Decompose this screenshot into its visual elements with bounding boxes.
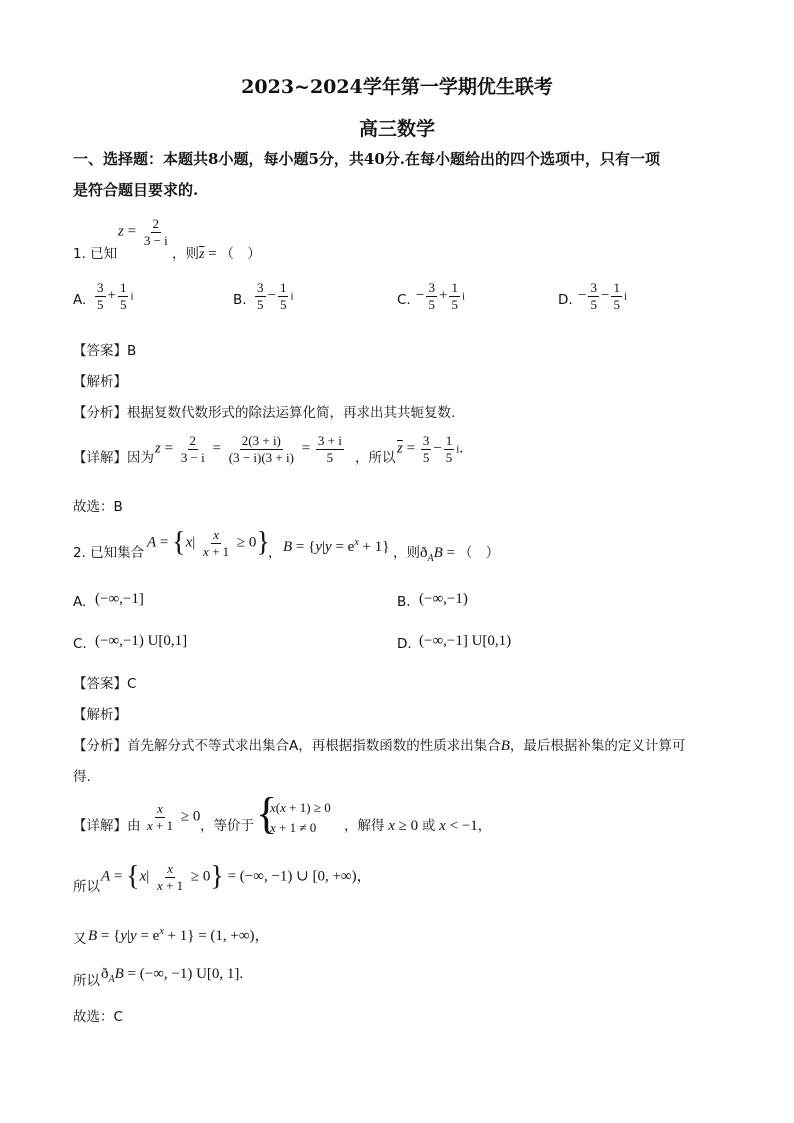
q1-detail: 【详解】因为 — [73, 450, 154, 466]
q1-option-a[interactable]: A. — [73, 292, 87, 308]
q2-option-d[interactable]: D. — [397, 636, 412, 652]
q2-option-d-value: (−∞,−1] U[0,1) — [419, 633, 512, 649]
q2-analysis-label: 【解析】 — [73, 707, 127, 723]
q2-answer: 【答案】C — [73, 676, 137, 692]
q1-detail-conj: $\overline{z}$ = $\frac{3}{5}$ − $\frac{1}{5}$ i. — [397, 433, 464, 465]
q2-comma: ， — [268, 545, 282, 561]
q2-detail-eq: ，等价于 — [200, 818, 254, 834]
q1-option-b-formula: $\frac{3}{5}$ − $\frac{1}{5}$ i — [257, 280, 294, 312]
q1-option-d-formula: − $\frac{3}{5}$ − $\frac{1}{5}$ i — [578, 280, 627, 312]
q2-option-a-value: (−∞,−1] — [95, 591, 144, 607]
q2-detail-system: { x(x + 1) ≥ 0 x + 1 ≠ 0 — [258, 798, 331, 838]
q1-option-d[interactable]: D. — [558, 292, 573, 308]
q1-option-b[interactable]: B. — [233, 292, 247, 308]
q2-option-a[interactable]: A. — [73, 594, 87, 610]
q2-analysis-line1: 【分析】首先解分式不等式求出集合A，再根据指数函数的性质求出集合B，最后根据补集的定义计算可 — [73, 738, 686, 754]
q2-so1-label: 所以 — [73, 879, 100, 895]
q1-analysis: 【分析】根据复数代数形式的除法运算化简，再求出其共轭复数. — [73, 405, 456, 421]
q1-number: 1. 已知 — [73, 246, 118, 262]
page-subtitle: 高三数学 — [358, 118, 435, 140]
q2-detail-solve: ，解得 x ≥ 0 或 x < −1， — [344, 818, 492, 834]
section-heading-line1: 一、选择题：本题共8小题，每小题5分，共40分.在每小题给出的四个选项中，只有一项 — [73, 150, 660, 168]
section-heading-line2: 是符合题目要求的. — [73, 181, 199, 199]
q2-also-label: 又 — [73, 931, 87, 947]
q1-detail-formula: z = $\frac{2}{3 - i}$ = $\frac{2(3 + i)}{(3 - i)(3 + i)}$ = $\frac{3 + i}{5}$ — [155, 433, 342, 465]
q1-stem-tail: ，则$\overline{z}$ = （ ） — [172, 246, 261, 262]
q2-option-c-value: (−∞,−1) U[0,1] — [95, 633, 188, 649]
q2-option-c[interactable]: C. — [73, 636, 87, 652]
q2-detail: 【详解】由 — [73, 818, 141, 834]
q1-detail-mid: ，所以 — [355, 450, 396, 466]
q2-option-b-value: (−∞,−1) — [419, 591, 468, 607]
q2-option-b[interactable]: B. — [397, 594, 411, 610]
q2-so2-label: 所以 — [73, 973, 100, 989]
q2-number: 2. 已知集合 — [73, 545, 145, 561]
page-title: 2023~2024学年第一学期优生联考 — [241, 76, 553, 98]
q1-option-c[interactable]: C. — [397, 292, 411, 308]
q2-choice: 故选：C — [73, 1009, 123, 1025]
q2-so2-formula: $ð_AB$ = (−∞, −1) U[0, 1]. — [101, 966, 244, 985]
q2-also-formula: $B = \{y|y = e^x + 1\} = (1$, +∞)， — [88, 926, 270, 944]
q1-option-a-formula: $\frac{3}{5}$ + $\frac{1}{5}$ i — [97, 280, 134, 312]
q2-detail-ineq: $\frac{x}{x + 1}$ ≥ 0 — [147, 801, 201, 833]
q2-analysis-line2: 得. — [73, 769, 91, 785]
q1-option-c-formula: − $\frac{3}{5}$ + $\frac{1}{5}$ i — [416, 280, 465, 312]
q2-stem-tail: ，则$ð_AB$ = （ ） — [393, 545, 500, 564]
q1-given-formula: z = $\frac{2}{3 - i}$ — [118, 216, 168, 248]
q1-choice: 故选：B — [73, 499, 123, 515]
q2-so1-formula: A = {x| $\frac{x}{x + 1}$ ≥ 0} = (−∞, −1) ∪ [0, +∞)， — [101, 861, 372, 893]
q1-analysis-label: 【解析】 — [73, 374, 127, 390]
q1-stem — [73, 242, 117, 262]
q2-set-b: $B = \{y|y = e^x + 1\}$ — [283, 537, 390, 555]
q2-set-a: A = {x| $\frac{x}{x + 1}$ ≥ 0} — [147, 527, 270, 559]
q1-answer: 【答案】B — [73, 343, 137, 359]
